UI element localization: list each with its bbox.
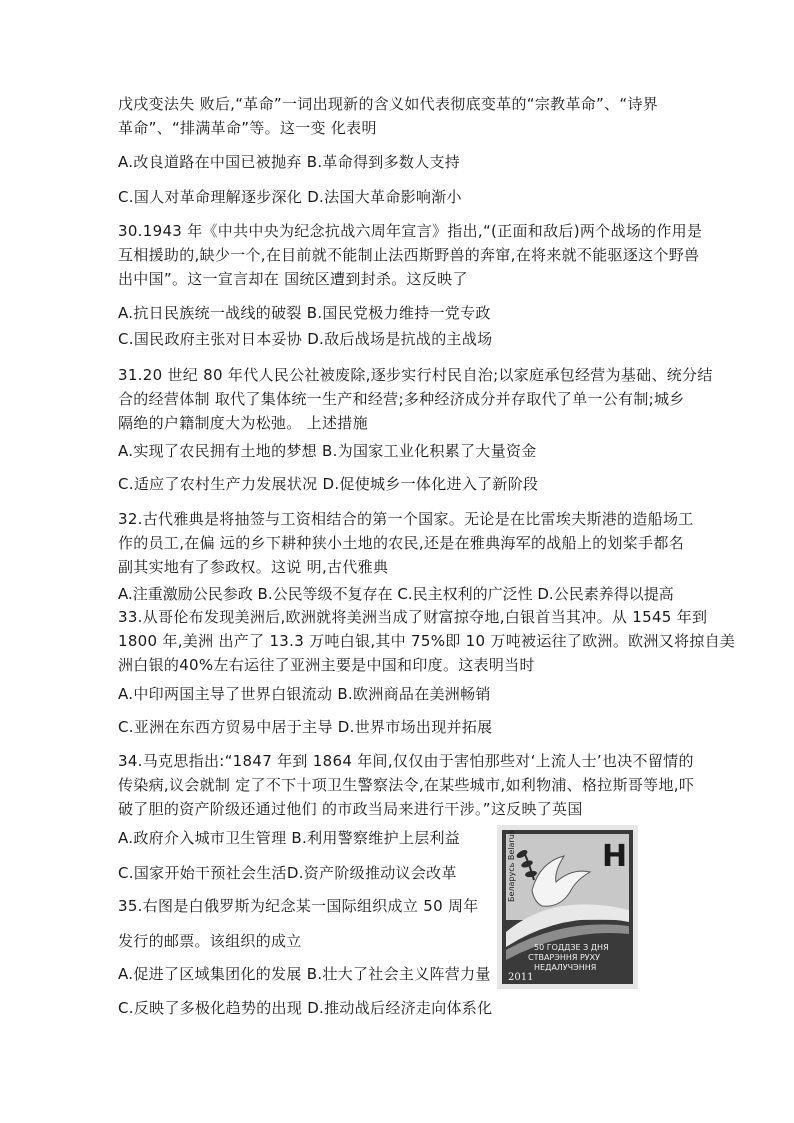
question-32-options: A.注重激励公民参政 B.公民等级不复存在 C.民主权利的广泛性 D.公民素养得以提高 (118, 585, 674, 603)
question-35-stem-line1: 35.右图是白俄罗斯为纪念某一国际组织成立 50 周年 (118, 897, 479, 915)
question-29-options-cd: C.国人对革命理解逐步深化 D.法国大革命影响渐小 (118, 188, 462, 206)
question-33-options-ab: A.中印两国主导了世界白银流动 B.欧洲商品在美洲畅销 (118, 685, 491, 703)
question-32-stem (118, 507, 694, 579)
question-30-stem (118, 219, 703, 291)
text-line: 传染病,议会就制 定了不下十项卫生警察法令,在某些城市,如利物浦、格拉斯哥等地,吓 (118, 776, 695, 794)
belarus-stamp-image (494, 822, 641, 992)
stamp-country: Беларусь Belarus (507, 830, 516, 902)
text-line: 出中国”。这一宣言却在 国统区遭到封杀。这反映了 (118, 270, 468, 288)
stamp-letter: H (602, 839, 628, 874)
text-line: 破了胆的资产阶级还通过他们 的市政当局来进行干涉。”这反映了英国 (118, 800, 583, 818)
text-line: 33.从哥伦布发现美洲后,欧洲就将美洲当成了财富掠夺地,白银首当其冲。从 1545 年到 (118, 608, 708, 626)
stamp-year: 2011 (508, 972, 534, 983)
question-30-options-cd: C.国民政府主张对日本妥协 D.敌后战场是抗战的主战场 (118, 330, 493, 348)
text-line: 合的经营体制 取代了集体统一生产和经营;多种经济成分并存取代了单一公有制;城乡 (118, 390, 685, 408)
text-line: 作的员工,在偏 远的乡下耕种狭小土地的农民,还是在雅典海军的战船上的划桨手都名 (118, 534, 685, 552)
text-line: 31.20 世纪 80 年代人民公社被废除,逐步实行村民自治;以家庭承包经营为基础、统分结 (118, 366, 713, 384)
question-34-stem (118, 749, 695, 821)
question-29-options-ab: A.改良道路在中国已被抛弃 B.革命得到多数人支持 (118, 153, 461, 171)
text-line: 隔绝的户籍制度大为松弛。 上述措施 (118, 414, 368, 432)
stamp-graphic (494, 822, 641, 992)
text-line: 32.古代雅典是将抽签与工资相结合的第一个国家。无论是在比雷埃夫斯港的造船场工 (118, 510, 694, 528)
question-30-options-ab: A.抗日民族统一战线的破裂 B.国民党极力维持一党专政 (118, 304, 491, 322)
text-line: 革命”、“排满革命”等。这一变 化表明 (118, 119, 377, 137)
question-35-options-cd: C.反映了多极化趋势的出现 D.推动战后经济走向体系化 (118, 999, 493, 1017)
text-line: 1800 年,美洲 出产了 13.3 万吨白银,其中 75%即 10 万吨被运往了欧洲。欧洲又将掠自美 (118, 632, 736, 650)
stamp-caption-3: НЕДАЛУЧЭННЯ (534, 963, 597, 972)
text-line: 副其实地有了参政权。这说 明,古代雅典 (118, 558, 389, 576)
question-34-options-ab: A.政府介入城市卫生管理 B.利用警察维护上层利益 (118, 829, 461, 847)
text-line: 洲白银的40%左右运往了亚洲主要是中国和印度。这表明当时 (118, 656, 535, 674)
stamp-caption-2: СТВАРЭННЯ РУХУ (528, 953, 601, 962)
question-31-options-ab: A.实现了农民拥有土地的梦想 B.为国家工业化积累了大量资金 (118, 442, 537, 460)
question-35-stem-line2: 发行的邮票。该组织的成立 (118, 932, 302, 950)
text-line: 戊戌变法失 败后,“革命”一词出现新的含义如代表彻底变革的“宗教革命”、“诗界 (118, 95, 659, 113)
question-31-options-cd: C.适应了农村生产力发展状况 D.促使城乡一体化进入了新阶段 (118, 475, 539, 493)
question-31-stem (118, 363, 713, 435)
question-29-stem (118, 92, 686, 140)
question-33-options-cd: C.亚洲在东西方贸易中居于主导 D.世界市场出现并拓展 (118, 718, 493, 736)
question-35-options-ab: A.促进了区域集团化的发展 B.壮大了社会主义阵营力量 (118, 965, 491, 983)
text-line: 34.马克思指出:“1847 年到 1864 年间,仅仅由于害怕那些对‘上流人士’也决不留情的 (118, 752, 694, 770)
stamp-caption-1: 50 ГОДДЗЕ З ДНЯ (534, 943, 609, 952)
question-33-stem (118, 605, 736, 677)
text-line: 30.1943 年《中共中央为纪念抗战六周年宣言》指出,“(正面和敌后)两个战场的作用是 (118, 222, 703, 240)
text-line: 互相援助的,缺少一个,在目前就不能制止法西斯野兽的奔窜,在将来就不能驱逐这个野兽 (118, 246, 700, 264)
question-34-options-cd: C.国家开始干预社会生活D.资产阶级推动议会改革 (118, 864, 457, 882)
